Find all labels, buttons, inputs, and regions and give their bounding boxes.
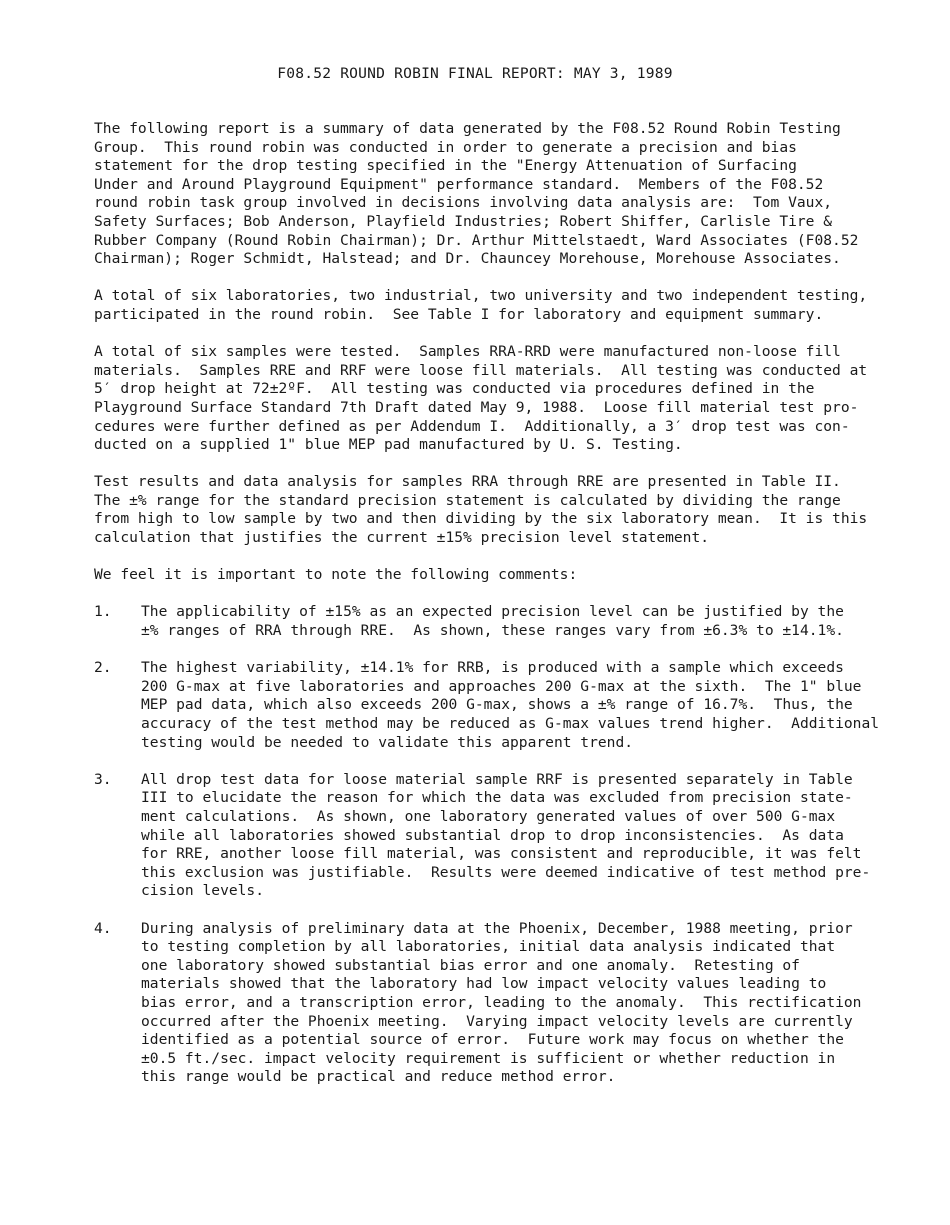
report-body — [94, 120, 914, 1105]
list-item-number: 1. — [94, 603, 112, 621]
list-item — [94, 659, 914, 752]
laboratories-paragraph: A total of six laboratories, two industrial, two university and two independent testing, participated in the round robin. See Table I for laboratory and equipment summary. — [94, 287, 868, 323]
list-item — [94, 603, 914, 640]
samples-paragraph: A total of six samples were tested. Samples RRA-RRD were manufactured non-loose fill materials. Samples RRE and RRF were loose fill materials. All testing was conducted at 5′ drop height at 72±2ºF. All testing was conducted via procedures defined in the Playground Surface Standard 7th Draft dated May 9, 1988. Loose fill material test pro- cedures were further defined as per Addendum I. Additionally, a 3′ drop test was con- ducted on a supplied 1" blue MEP pad manufactured by U. S. Testing. — [94, 343, 868, 454]
list-item-number: 2. — [94, 659, 112, 677]
intro-paragraph: The following report is a summary of data generated by the F08.52 Round Robin Testing Group. This round robin was conducted in order to generate a precision and bias statement for the drop testing specified in the "Energy Attenuation of Surfacing Under and Around Playground Equipment" performance standard. Members of the F08.52 round robin task group involved in decisions involving data analysis are: Tom Vaux, Safety Surfaces; Bob Anderson, Playfield Industries; Robert Shiffer, Carlisle Tire & Rubber Company (Round Robin Chairman); Dr. Arthur Mittelstaedt, Ward Associates (F08.52 Chairman); Roger Schmidt, Halstead; and Dr. Chauncey Morehouse, Morehouse Associates. — [94, 120, 859, 268]
results-paragraph: Test results and data analysis for samples RRA through RRE are presented in Table II. The ±% range for the standard precision statement is calculated by dividing the range from high to low sample by two and then dividing by the six laboratory mean. It is this calculation that justifies the current ±15% precision level statement. — [94, 473, 868, 547]
list-item-text: All drop test data for loose material sample RRF is presented separately in Table III to elucidate the reason for which the data was excluded from precision state- ment calculations. As shown, one laboratory generated values of over 500 G-max while all laboratories showed substantial drop to drop inconsistencies. As data for RRE, another loose fill material, was consistent and reproducible, it was felt this exclusion was justifiable. Results were deemed indicative of test method pre- cision levels. — [141, 770, 871, 900]
list-item-number: 3. — [94, 770, 112, 788]
page-title: F08.52 ROUND ROBIN FINAL REPORT: MAY 3, 1989 — [277, 65, 673, 82]
list-item-text: During analysis of preliminary data at the Phoenix, December, 1988 meeting, prior to testing completion by all laboratories, initial data analysis indicated that one laboratory showed substantial bias error and one anomaly. Retesting of materials showed that the laboratory had low impact velocity values leading to bias error, and a transcription error, leading to the anomaly. This rectification occurred after the Phoenix meeting. Varying impact velocity levels are currently identified as a potential source of error. Future work may focus on whether the ±0.5 ft./sec. impact velocity requirement is sufficient or whether reduction in this range would be practical and reduce method error. — [141, 919, 862, 1086]
comments-list — [94, 603, 914, 1086]
list-item-text: The highest variability, ±14.1% for RRB, is produced with a sample which exceeds 200 G-max at five laboratories and approaches 200 G-max at the sixth. The 1" blue MEP pad data, which also exceeds 200 G-max, shows a ±% range of 16.7%. Thus, the accuracy of the test method may be reduced as G-max values trend higher. Additional testing would be needed to validate this apparent trend. — [141, 659, 880, 751]
list-item — [94, 771, 914, 901]
list-item — [94, 920, 914, 1087]
list-item-text: The applicability of ±15% as an expected precision level can be justified by the ±% ranges of RRA through RRE. As shown, these ranges vary from ±6.3% to ±14.1%. — [141, 603, 844, 640]
comments-intro: We feel it is important to note the following comments: — [94, 566, 578, 584]
list-item-number: 4. — [94, 919, 112, 937]
